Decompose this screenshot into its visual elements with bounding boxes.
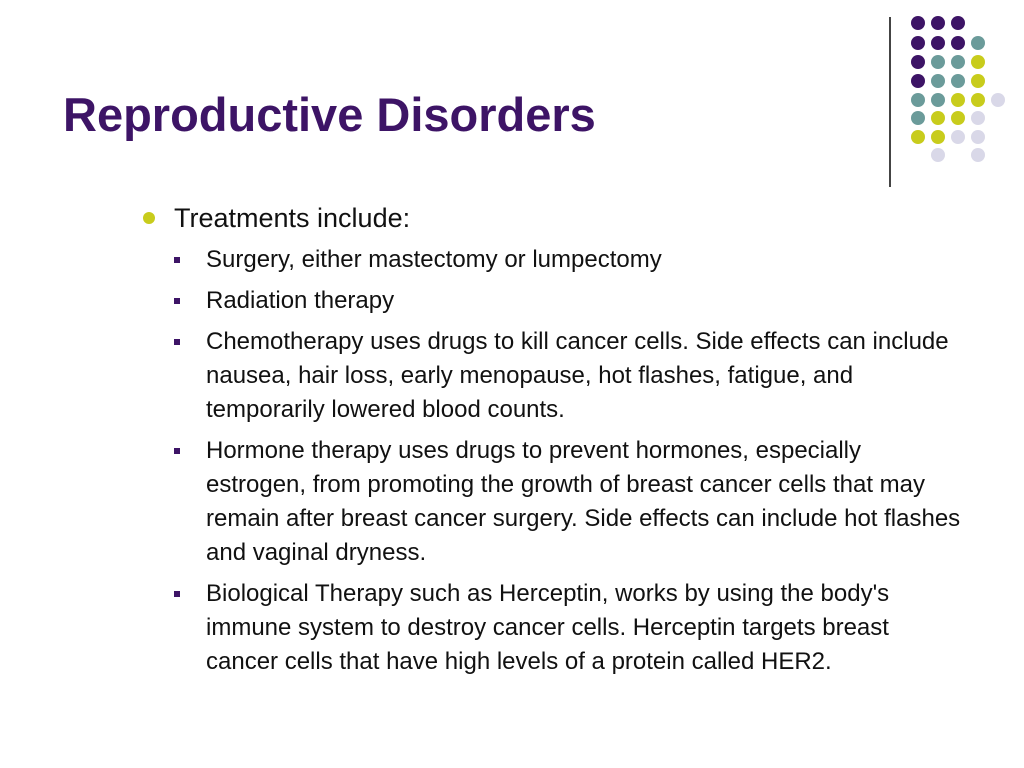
decorative-dot <box>971 36 985 50</box>
square-bullet-icon <box>174 257 180 263</box>
decorative-dot <box>911 111 925 125</box>
decorative-dot <box>991 93 1005 107</box>
decorative-dot <box>931 130 945 144</box>
decorative-dot <box>911 130 925 144</box>
decorative-dot <box>971 74 985 88</box>
decorative-dot <box>931 111 945 125</box>
vertical-divider <box>889 17 891 187</box>
decorative-dot <box>951 111 965 125</box>
decorative-dot <box>911 55 925 69</box>
decorative-dot <box>971 130 985 144</box>
sub-bullet-text: Radiation therapy <box>206 287 395 314</box>
decorative-dot <box>931 16 945 30</box>
decorative-dot <box>951 16 965 30</box>
decorative-dot <box>971 111 985 125</box>
decorative-dot <box>971 148 985 162</box>
decorative-dot <box>911 36 925 50</box>
decorative-dot <box>951 74 965 88</box>
decorative-dot <box>971 55 985 69</box>
decorative-dot <box>911 74 925 88</box>
decorative-dot <box>931 55 945 69</box>
sub-bullet-text: Biological Therapy such as Herceptin, works by using the body's immune system to destroy cancer cells. Herceptin targets breast cancer cells that have high levels of a protein called HER2. <box>206 580 890 675</box>
decorative-dot <box>951 130 965 144</box>
decorative-dot <box>951 93 965 107</box>
square-bullet-icon <box>174 339 180 345</box>
sub-bullet-text: Surgery, either mastectomy or lumpectomy <box>206 246 662 273</box>
square-bullet-icon <box>174 298 180 304</box>
main-bullet-text: Treatments include: <box>174 203 411 233</box>
sub-bullet-list <box>140 243 970 679</box>
decorative-dot <box>931 36 945 50</box>
sub-bullet-item <box>140 243 966 277</box>
decorative-dot <box>951 55 965 69</box>
main-bullet <box>140 198 970 238</box>
decorative-dot <box>931 148 945 162</box>
sub-bullet-text: Chemotherapy uses drugs to kill cancer cells. Side effects can include nausea, hair loss, early menopause, hot flashes, fatigue, and temporarily lowered blood counts. <box>206 328 949 423</box>
decorative-dot <box>911 93 925 107</box>
decorative-dot <box>951 36 965 50</box>
sub-bullet-item <box>140 325 966 427</box>
decorative-dot <box>931 74 945 88</box>
sub-bullet-item <box>140 434 966 570</box>
decorative-dot <box>931 93 945 107</box>
slide-title: Reproductive Disorders <box>63 88 596 141</box>
sub-bullet-item <box>140 284 966 318</box>
sub-bullet-text: Hormone therapy uses drugs to prevent hormones, especially estrogen, from promoting the growth of breast cancer cells that may remain after breast cancer surgery. Side effects can include hot flashes and vaginal dryness. <box>206 437 961 566</box>
sub-bullet-item <box>140 577 966 679</box>
decorative-dot <box>911 16 925 30</box>
square-bullet-icon <box>174 591 180 597</box>
round-bullet-icon <box>143 212 155 224</box>
slide-content <box>140 198 970 686</box>
square-bullet-icon <box>174 448 180 454</box>
decorative-dot <box>971 93 985 107</box>
